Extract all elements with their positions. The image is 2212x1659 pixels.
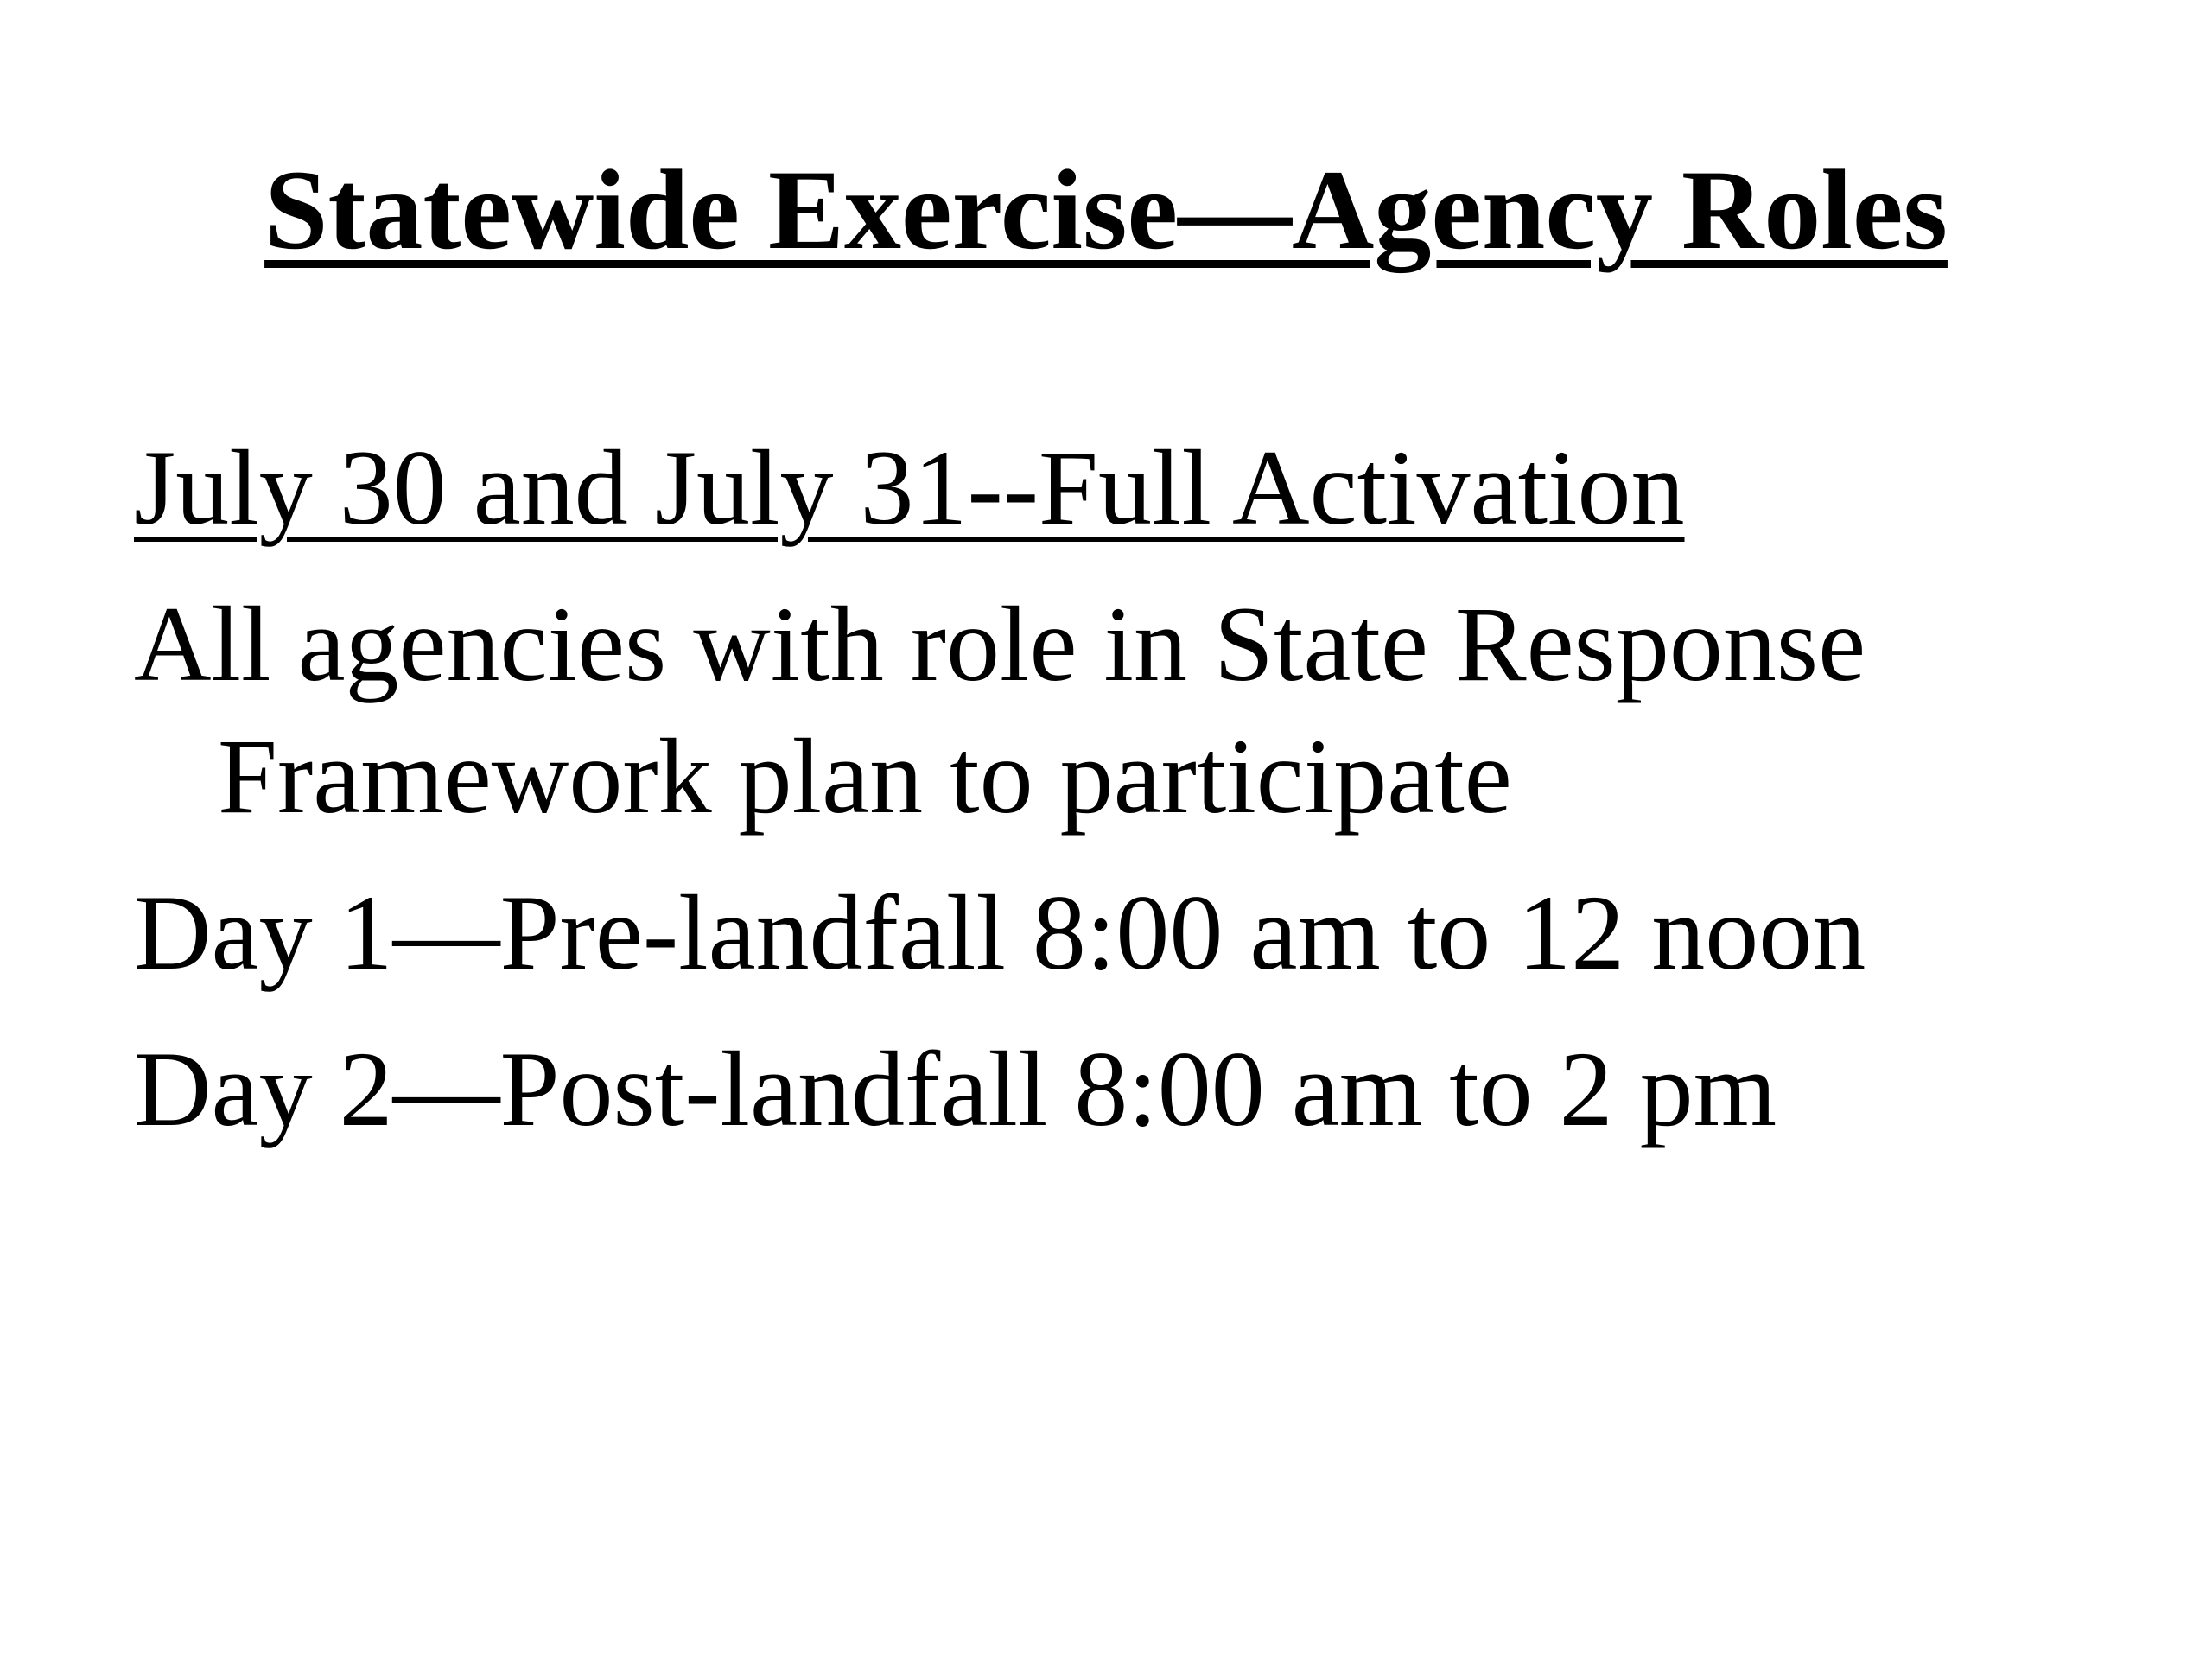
day-1-schedule: Day 1—Pre-landfall 8:00 am to 12 noon: [134, 874, 1866, 992]
activation-dates-heading: July 30 and July 31--Full Activation: [134, 429, 1685, 547]
slide-body: [134, 422, 2121, 1155]
participation-line-2: Framework plan to participate: [218, 717, 1512, 836]
participation-line-1: All agencies with role in State Response: [134, 585, 1866, 703]
participation-paragraph: [134, 578, 2121, 842]
day-2-schedule: Day 2—Post-landfall 8:00 am to 2 pm: [134, 1030, 1777, 1148]
slide-title: Statewide Exercise—Agency Roles: [264, 146, 1948, 273]
